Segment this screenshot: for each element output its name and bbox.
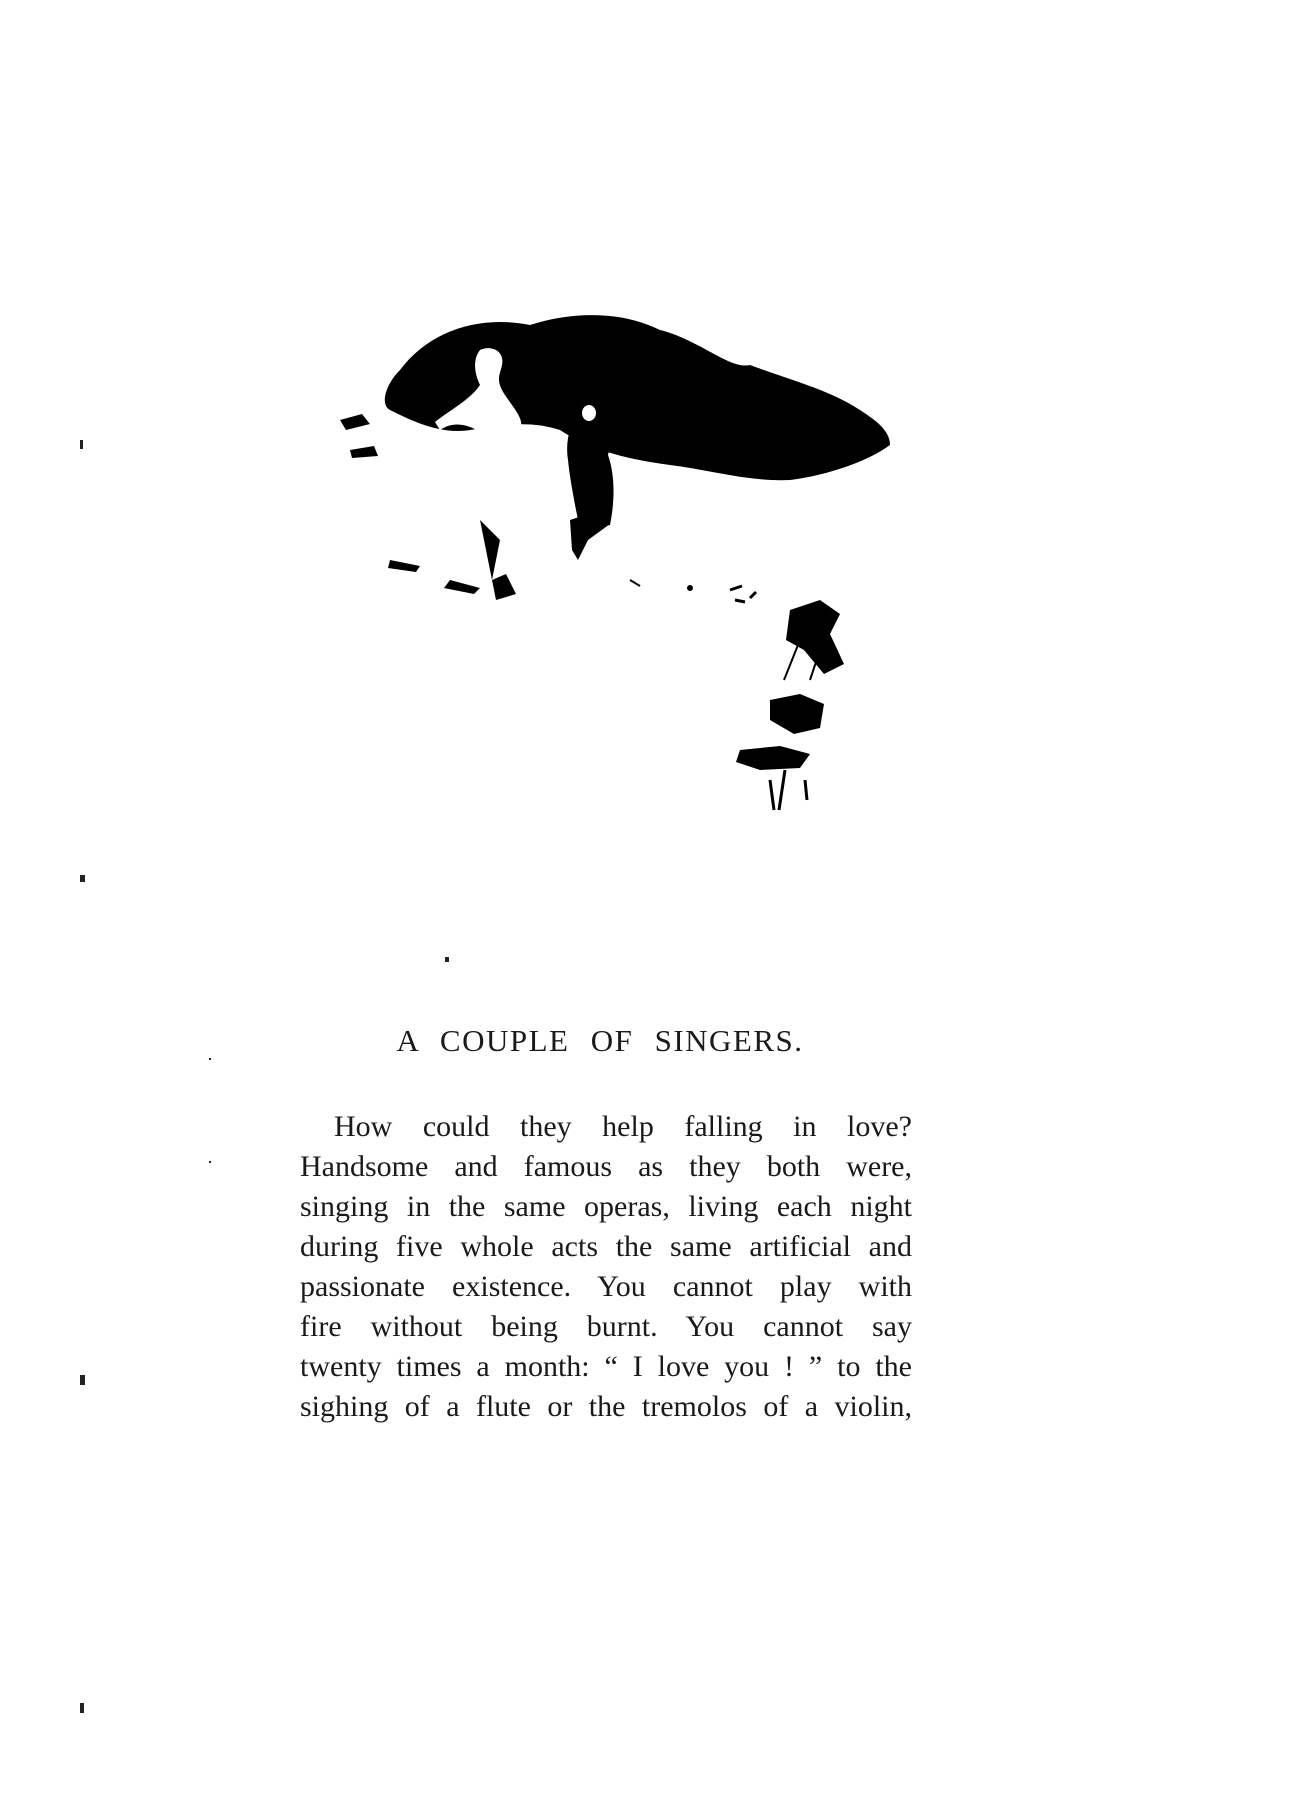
text-line: sighing of a flute or the tremolos of a violin, (300, 1390, 912, 1423)
scan-speck (80, 440, 83, 449)
text-line: fire without being burnt. You cannot say (300, 1310, 912, 1343)
scan-speck (209, 1058, 211, 1060)
scan-speck (80, 1703, 84, 1713)
illustration-singers (330, 310, 910, 850)
body-text (300, 1107, 912, 1427)
text-line: during five whole acts the same artificial and (300, 1230, 912, 1263)
text-line: singing in the same operas, living each night (300, 1190, 912, 1223)
text-line: passionate existence. You cannot play with (300, 1270, 912, 1303)
scan-speck (209, 1161, 211, 1163)
scan-speck (80, 875, 85, 882)
text-line: Handsome and famous as they both were, (300, 1150, 912, 1183)
scan-speck (445, 957, 449, 962)
chapter-title: A COUPLE OF SINGERS. (396, 1023, 804, 1058)
text-line: twenty times a month: “ I love you ! ” to the (300, 1350, 912, 1383)
scan-speck (80, 1375, 85, 1385)
text-line: How could they help falling in love? (334, 1110, 912, 1143)
